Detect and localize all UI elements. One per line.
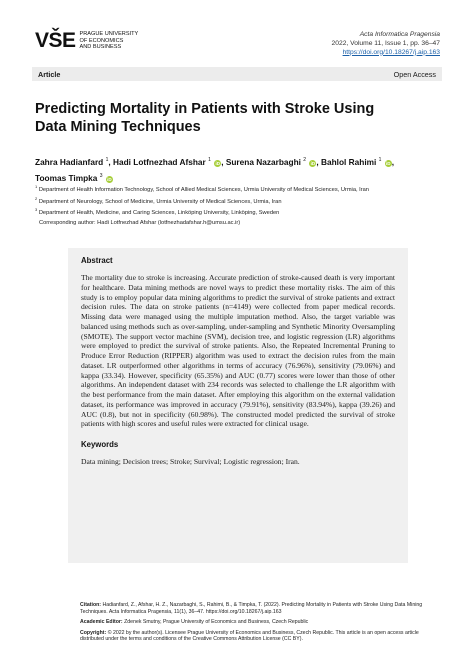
affiliation-text: Department of Health Information Technology, School of Allied Medical Sciences, Urmia University of Medical Sciences, Urmia, Iran	[38, 186, 369, 193]
affiliation	[35, 195, 445, 207]
university-logo	[35, 30, 138, 51]
author-affil-sup: 1	[378, 157, 382, 163]
author-name-text: Surena Nazarbaghi	[225, 156, 301, 167]
article-type-bar	[32, 67, 442, 81]
copyright-block	[80, 630, 440, 643]
access-type: Open Access	[393, 69, 436, 79]
orcid-icon[interactable]: iD	[385, 160, 391, 166]
logo-text	[80, 30, 139, 51]
citation-label: Citation:	[80, 602, 102, 608]
logo-line: PRAGUE UNIVERSITY	[79, 31, 139, 37]
editor-label: Academic Editor:	[80, 619, 123, 626]
copyright-text: © 2022 by the author(s). Licensee Prague University of Economics and Business, Czech Republic. This article is an open access article distributed under the terms and conditions of the Creative Commons Attribution License (CC BY).	[80, 629, 419, 643]
author-affil-sup: 1	[105, 157, 109, 163]
author-name-text: Toomas Timpka	[35, 172, 98, 183]
affiliation-text: Department of Health, Medicine, and Caring Sciences, Linköping University, Linköping, Sweden	[38, 210, 280, 217]
orcid-icon[interactable]: iD	[215, 160, 220, 166]
author-name: Surena Nazarbaghi $^2$ iD,	[225, 156, 321, 167]
author-name-text: Bahlol Rahimi	[321, 156, 377, 167]
author-name: Zahra Hadianfard $^1$,	[35, 156, 113, 167]
journal-issue: 2022, Volume 11, Issue 1, pp. 36–47	[331, 39, 440, 47]
affiliation-text: Department of Neurology, School of Medicine, Urmia University of Medical Sciences, Urmia, Iran	[38, 198, 282, 205]
journal-meta	[332, 31, 440, 57]
author-name-text: Zahra Hadianfard	[35, 156, 104, 167]
abstract-box	[68, 248, 408, 563]
logo-line: AND BUSINESS	[79, 44, 122, 51]
logo-mark: VŠE	[35, 29, 76, 52]
author-affil-sup: 3	[99, 172, 103, 179]
abstract-heading: Abstract	[81, 256, 113, 265]
affiliation-sup: 2	[35, 195, 38, 201]
logo-line: OF ECONOMICS	[79, 37, 124, 44]
affiliation-list	[35, 183, 445, 218]
author-name: Hadi Lotfnezhad Afshar $^1$ iD,	[112, 156, 226, 167]
editor-text: Zdenek Smutny, Prague University of Economics and Business, Czech Republic	[124, 619, 309, 626]
affiliation	[35, 206, 445, 218]
author-affil-sup: 2	[303, 157, 307, 163]
paper-title: Predicting Mortality in Patients with Stroke Using Data Mining Techniques	[35, 101, 375, 135]
article-footer	[80, 602, 440, 647]
author-list	[35, 153, 440, 185]
article-type: Article	[38, 69, 61, 79]
author-affil-sup: 1	[208, 157, 211, 163]
author-name: Bahlol Rahimi $^1$ iD,	[321, 156, 395, 167]
corresponding-author: Corresponding author: Hadi Lotfnezhad Afshar (lotfnezhadafshar.h@umsu.ac.ir)	[39, 220, 241, 226]
keywords-text: Data mining; Decision trees; Stroke; Survival; Logistic regression; Iran.	[81, 457, 300, 466]
doi-link[interactable]: https://doi.org/10.18267/j.aip.163	[342, 48, 440, 56]
affiliation	[35, 183, 445, 195]
orcid-icon[interactable]: iD	[310, 160, 316, 166]
affiliation-sup: 1	[35, 184, 38, 189]
citation-block	[80, 602, 440, 615]
orcid-icon[interactable]: iD	[107, 176, 112, 182]
abstract-text: The mortality due to stroke is increasing. Accurate prediction of stroke-caused death is very important for healthcare. Data mining methods are novel ways to predict these mortality risks. The aim of this study is to employ popular data mining algorithms to predict the survival of stroke patients and extract decision rules. The data on stroke patients (n=4149) were collected from paper medical records. Missing data were managed using the multiple imputation method. Also, the target variable was balanced using methods such as over-sampling, under-sampling and Synthetic Minority Oversampling (SMOTE). The support vector machine (SVM), decision tree, and logistic regression (LR) algorithms were employed to predict the survival of stroke patients. Also, the Repeated Incremental Pruning to Produce Error Reduction (RIPPER) algorithm was used to extract the decision rules from the main dataset. LR outperformed other algorithms in terms of accuracy (76.96%), sensitivity (79.06%) and kappa (33.34). However, specificity (65.35%) and AUC (0.77) scores were lower than those of other algorithms. An independent dataset with 234 records was selected to challenge the LR algorithm with the best performance from the main dataset. After employing this algorithm on the external validation dataset, its performance was improved in accuracy (79.91%), sensitivity (83.94%), kappa (39.26) and AUC (0.8), but not in specificity (60.98%). The constructed model predicted the survival of stroke patients with high scores and useful rules were extracted for clinical usage.	[81, 273, 395, 429]
citation-text: Hadianfard, Z., Afshar, H. Z., Nazarbaghi, S., Rahimi, B., & Timpka, T. (2022). Predicting Mortality in Patients with Stroke Using Data Mining Techniques. Acta Informatica Pragensia, 11(1), 36–47. https://doi.org/10.18267/j.aip.163	[80, 602, 423, 615]
copyright-label: Copyright:	[80, 629, 107, 636]
editor-block	[80, 619, 440, 626]
journal-name: Acta Informatica Pragensia	[359, 31, 440, 38]
keywords-heading: Keywords	[81, 440, 119, 449]
author-name-text: Hadi Lotfnezhad Afshar	[112, 156, 206, 167]
affiliation-sup: 3	[35, 207, 38, 213]
author-name	[35, 173, 113, 183]
